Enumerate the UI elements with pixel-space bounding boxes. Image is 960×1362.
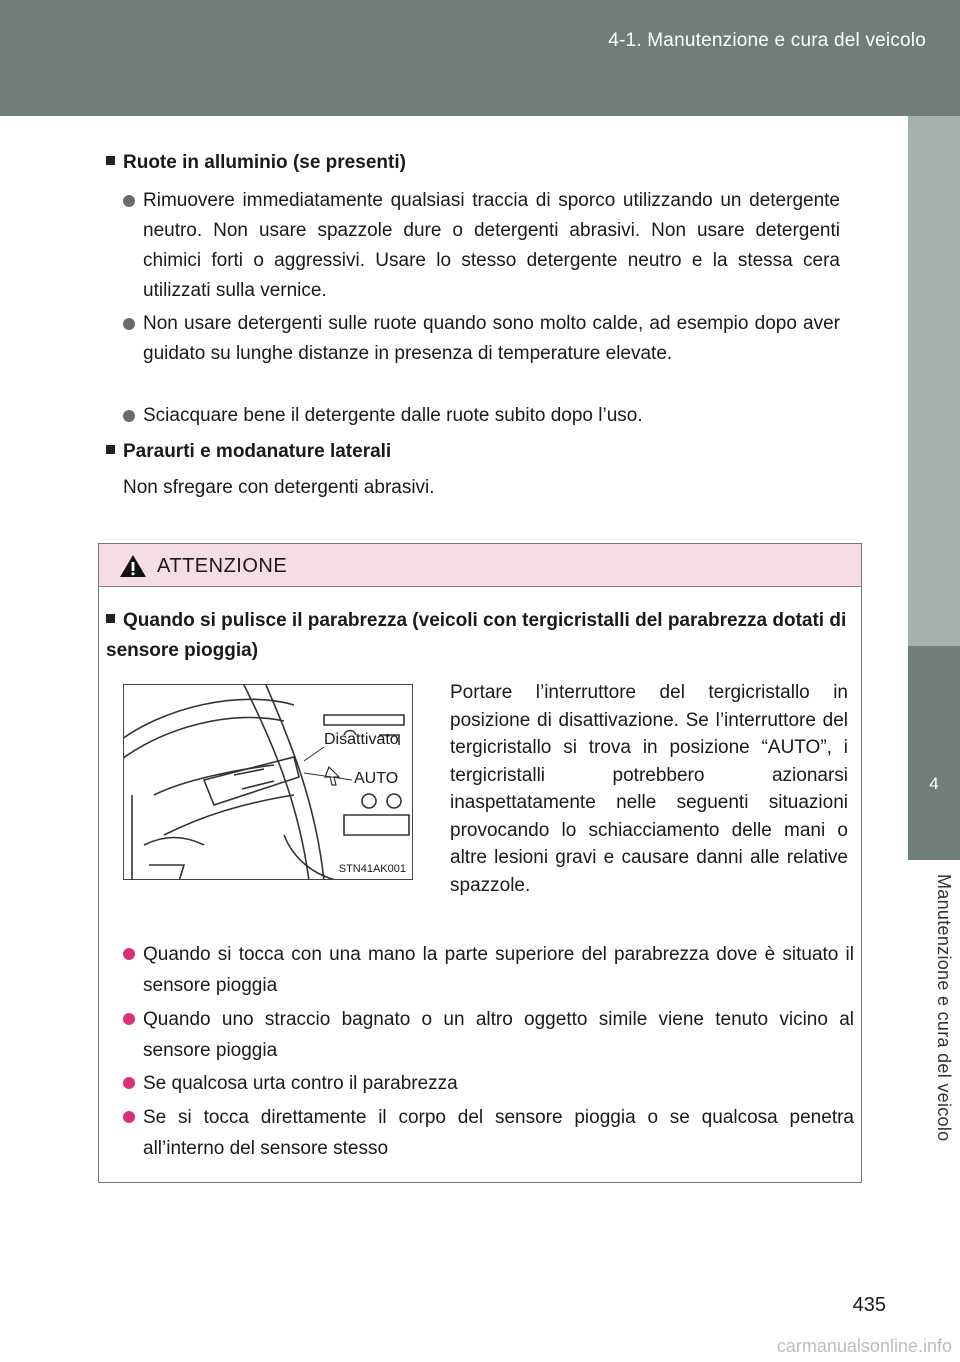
page-number: 435 (852, 1294, 886, 1316)
figure-code: STN41AK001 (338, 863, 406, 875)
chapter-title: Manutenzione e cura del veicolo (934, 874, 954, 1142)
section-text-bumpers: Non sfregare con detergenti abrasivi. (123, 477, 435, 498)
warning-label: ATTENZIONE (157, 555, 288, 577)
page-header (0, 0, 960, 116)
chapter-number: 4 (908, 646, 960, 860)
chapter-side-tab (908, 116, 960, 1348)
label-off: Disattivato (324, 731, 399, 748)
list-item: Sciacquare bene il detergente dalle ruote subito dopo l’uso. (143, 401, 840, 431)
square-bullet-icon (106, 614, 115, 623)
square-bullet-icon (106, 156, 115, 165)
list-item: Quando uno straccio bagnato o un altro oggetto simile viene tenuto vicino al sensore pioggia (143, 1004, 854, 1066)
warning-intro: Portare l’interruttore del tergicristallo in posizione di disattivazione. Se l’interruttore del tergicristallo si trova in posizione “AUTO”, i tergicristalli potrebbero azionarsi inaspettatamente nelle seguenti situazioni provocando lo schiacciamento delle mani o altre lesioni gravi e causare danni alle relative spazzole. (450, 682, 848, 896)
list-item: Non usare detergenti sulle ruote quando sono molto calde, ad esempio dopo aver guidato su lunghe distanze in presenza di temperature elevate. (143, 309, 840, 369)
label-auto: AUTO (354, 770, 399, 787)
warning-triangle-icon (119, 554, 147, 578)
list-item: Se si tocca direttamente il corpo del sensore pioggia o se qualcosa penetra all’interno del sensore stesso (143, 1102, 854, 1164)
circle-bullet-icon (123, 195, 135, 207)
header-title: 4-1. Manutenzione e cura del veicolo (608, 30, 926, 51)
circle-bullet-icon (123, 1077, 135, 1089)
wiper-switch-illustration (123, 684, 413, 880)
warning-header (99, 544, 861, 587)
circle-bullet-icon (123, 948, 135, 960)
watermark: carmanualsonline.info (776, 1336, 952, 1356)
list-item: Se qualcosa urta contro il parabrezza (143, 1068, 854, 1099)
section-title-bumpers: Paraurti e modanature laterali (106, 441, 391, 463)
circle-bullet-icon (123, 1111, 135, 1123)
circle-bullet-icon (123, 318, 135, 330)
section-title-wheels: Ruote in alluminio (se presenti) (106, 152, 406, 174)
list-item: Rimuovere immediatamente qualsiasi traccia di sporco utilizzando un detergente neutro. Non usare spazzole dure o detergenti abrasivi. Non usare detergenti chimici forti o aggressivi. Usare lo stesso detergente neutro e la stessa cera utilizzati sulla vernice. (143, 186, 840, 306)
circle-bullet-icon (123, 1013, 135, 1025)
warning-title: Quando si pulisce il parabrezza (veicoli con tergicristalli del parabrezza dotati di sensore pioggia) (106, 610, 847, 661)
list-item: Quando si tocca con una mano la parte superiore del parabrezza dove è situato il sensore pioggia (143, 939, 854, 1001)
circle-bullet-icon (123, 410, 135, 422)
square-bullet-icon (106, 445, 115, 454)
